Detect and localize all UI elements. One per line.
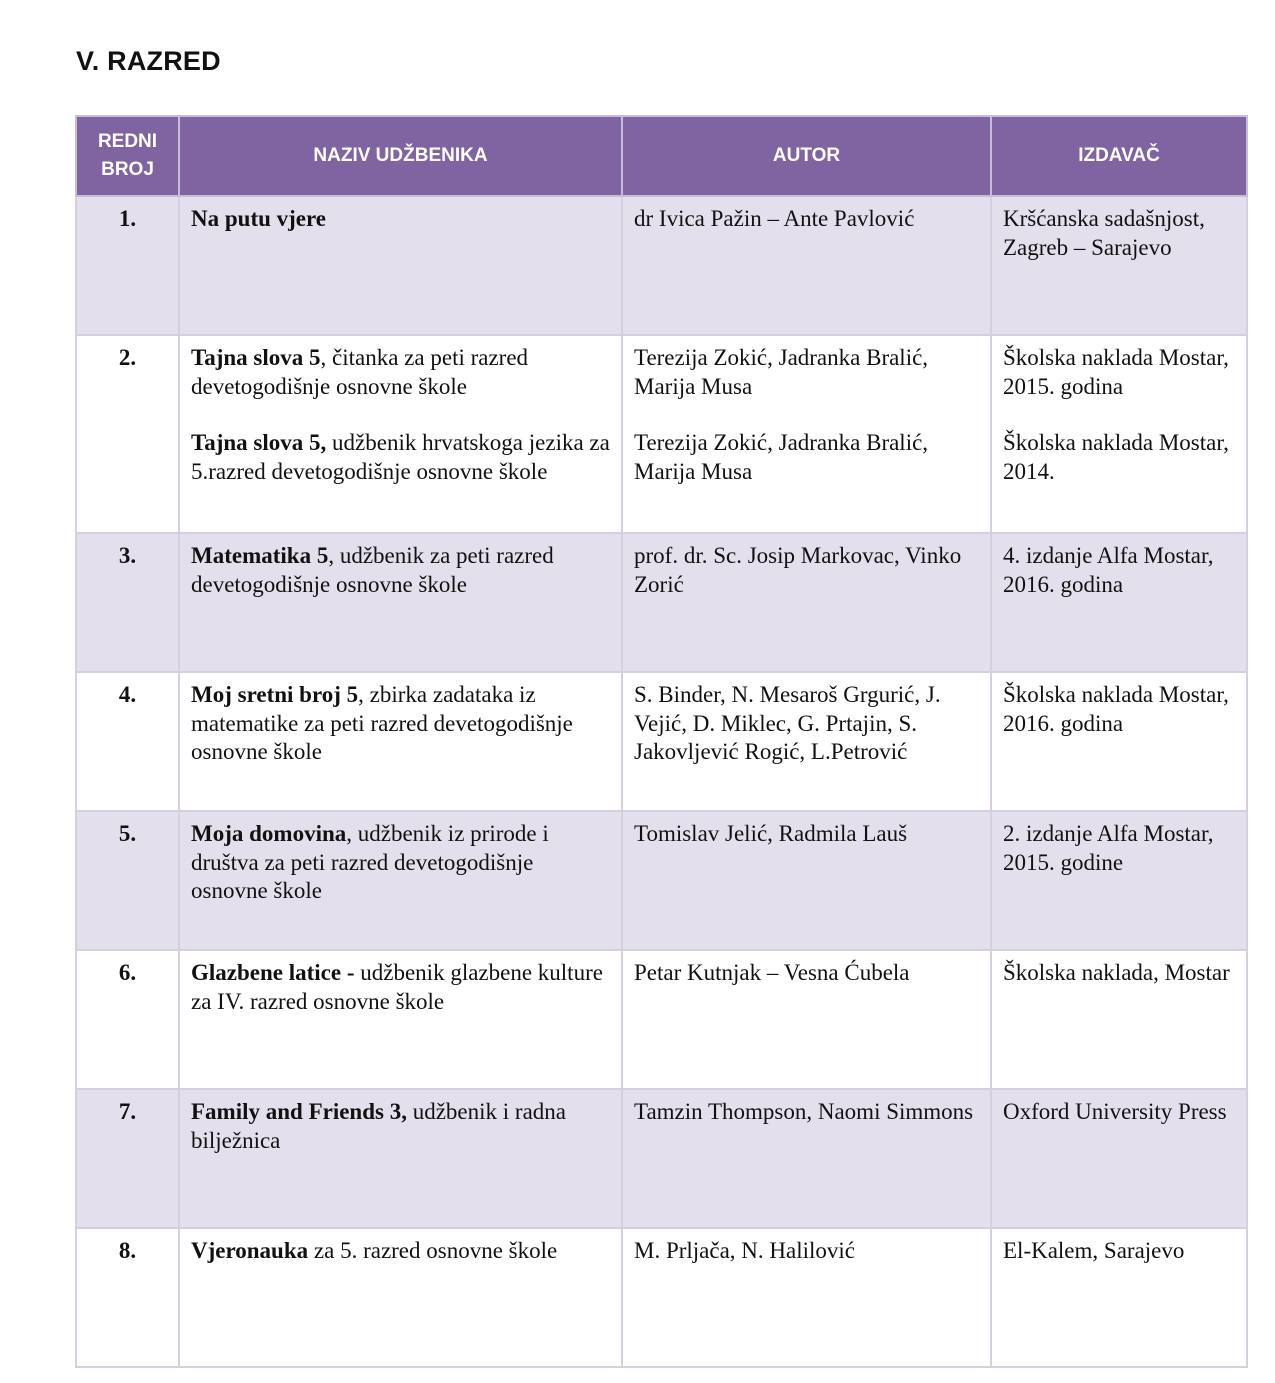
table-row — [76, 533, 1247, 672]
textbook-title — [191, 205, 611, 234]
row-number: 6. — [76, 950, 179, 1089]
author-text: Terezija Zokić, Jadranka Bralić, Marija Musa — [634, 430, 929, 484]
column-header-publisher: IZDAVAČ — [991, 116, 1247, 196]
table-row — [76, 672, 1247, 811]
textbook-title — [191, 959, 611, 1016]
publisher-cell — [991, 950, 1247, 1089]
author-cell — [622, 950, 991, 1089]
table-row — [76, 335, 1247, 533]
textbook-title-cell — [179, 1228, 622, 1367]
publisher-text: Školska naklada, Mostar — [1003, 960, 1230, 985]
author-cell — [622, 196, 991, 335]
textbook-name: Vjeronauka — [191, 1238, 309, 1263]
column-header-author: AUTOR — [622, 116, 991, 196]
publisher-text: Školska naklada Mostar, 2014. — [1003, 430, 1229, 484]
publisher-cell — [991, 811, 1247, 950]
publisher-text: 2. izdanje Alfa Mostar, 2015. godine — [1003, 821, 1214, 875]
row-number: 5. — [76, 811, 179, 950]
textbook-title — [191, 344, 611, 401]
table-row — [76, 1089, 1247, 1228]
publisher-text: El-Kalem, Sarajevo — [1003, 1238, 1185, 1263]
publisher-cell — [991, 335, 1247, 533]
textbook-name: Matematika 5 — [191, 543, 329, 568]
textbook-name: Family and Friends 3, — [191, 1099, 407, 1124]
publisher-cell — [991, 1089, 1247, 1228]
author-cell — [622, 1089, 991, 1228]
publisher-text: Školska naklada Mostar, 2016. godina — [1003, 682, 1229, 736]
row-number: 4. — [76, 672, 179, 811]
column-header-number — [76, 116, 179, 196]
author-cell — [622, 811, 991, 950]
author-text: S. Binder, N. Mesaroš Grgurić, J. Vejić, D. Miklec, G. Prtajin, S. Jakovljević Rogić, L.Petrović — [634, 682, 941, 764]
textbook-title-cell — [179, 1089, 622, 1228]
table-row — [76, 196, 1247, 335]
author-cell — [622, 1228, 991, 1367]
author-cell — [622, 533, 991, 672]
publisher-cell — [991, 196, 1247, 335]
textbook-name: Na putu vjere — [191, 206, 327, 231]
author-text: prof. dr. Sc. Josip Markovac, Vinko Zorić — [634, 543, 962, 597]
textbook-description: udžbenik glazbene kulture za IV. razred osnovne škole — [191, 960, 603, 1014]
textbook-name: Moj sretni broj 5 — [191, 682, 359, 707]
textbook-title-cell — [179, 950, 622, 1089]
publisher-text: 4. izdanje Alfa Mostar, 2016. godina — [1003, 543, 1214, 597]
column-header-number-label: REDNI BROJ — [97, 131, 158, 180]
row-number: 2. — [76, 335, 179, 533]
textbook-table — [75, 115, 1248, 1368]
publisher-text: Kršćanska sadašnjost, Zagreb – Sarajevo — [1003, 206, 1205, 260]
table-body — [76, 196, 1247, 1367]
author-text: dr Ivica Pažin – Ante Pavlović — [634, 206, 915, 231]
textbook-title-cell — [179, 533, 622, 672]
row-number: 7. — [76, 1089, 179, 1228]
publisher-cell — [991, 1228, 1247, 1367]
textbook-title — [191, 820, 611, 906]
author-cell — [622, 672, 991, 811]
page-title: V. RAZRED — [76, 46, 221, 76]
textbook-title — [191, 429, 611, 486]
author-text: M. Prljača, N. Halilović — [634, 1238, 856, 1263]
publisher-text: Oxford University Press — [1003, 1099, 1227, 1124]
row-number: 8. — [76, 1228, 179, 1367]
textbook-description: , udžbenik iz prirode i društva za peti razred devetogodišnje osnovne škole — [191, 821, 549, 903]
textbook-description: udžbenik i radna bilježnica — [191, 1099, 566, 1153]
textbook-title — [191, 681, 611, 767]
textbook-name: Tajna slova 5 — [191, 345, 321, 370]
textbook-title — [191, 542, 611, 599]
table-row — [76, 1228, 1247, 1367]
publisher-cell — [991, 672, 1247, 811]
author-text: Terezija Zokić, Jadranka Bralić, Marija Musa — [634, 345, 929, 399]
table-header-row — [76, 116, 1247, 196]
author-text: Petar Kutnjak – Vesna Ćubela — [634, 960, 910, 985]
textbook-description: za 5. razred osnovne škole — [308, 1238, 558, 1263]
textbook-description: udžbenik hrvatskoga jezika za 5.razred devetogodišnje osnovne škole — [191, 430, 610, 484]
author-cell — [622, 335, 991, 533]
table-row — [76, 950, 1247, 1089]
publisher-cell — [991, 533, 1247, 672]
textbook-description: , zbirka zadataka iz matematike za peti razred devetogodišnje osnovne škole — [191, 682, 573, 764]
author-text: Tomislav Jelić, Radmila Lauš — [634, 821, 908, 846]
author-text: Tamzin Thompson, Naomi Simmons — [634, 1099, 974, 1124]
textbook-title-cell — [179, 196, 622, 335]
textbook-title-cell — [179, 335, 622, 533]
column-header-title: NAZIV UDŽBENIKA — [179, 116, 622, 196]
textbook-title-cell — [179, 811, 622, 950]
publisher-text: Školska naklada Mostar, 2015. godina — [1003, 345, 1229, 399]
textbook-description: , čitanka za peti razred devetogodišnje osnovne škole — [191, 345, 529, 399]
textbook-name: Moja domovina — [191, 821, 347, 846]
textbook-name: Glazbene latice - — [191, 960, 355, 985]
textbook-title — [191, 1237, 611, 1266]
textbook-description: , udžbenik za peti razred devetogodišnje osnovne škole — [191, 543, 554, 597]
textbook-name: Tajna slova 5, — [191, 430, 327, 455]
row-number: 3. — [76, 533, 179, 672]
table-row — [76, 811, 1247, 950]
row-number: 1. — [76, 196, 179, 335]
textbook-title-cell — [179, 672, 622, 811]
textbook-title — [191, 1098, 611, 1155]
